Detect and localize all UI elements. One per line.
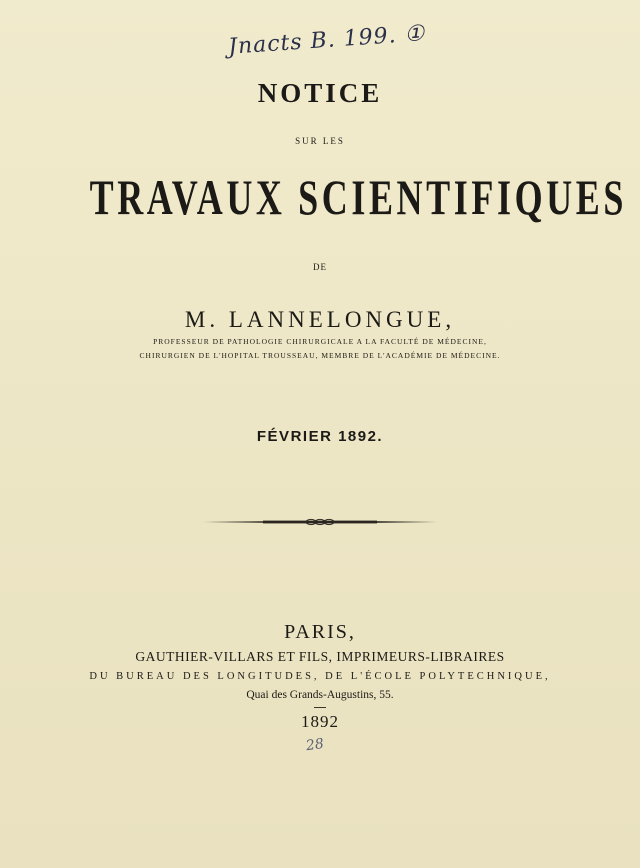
subject-heading: TRAVAUX SCIENTIFIQUES (89, 169, 628, 225)
imprint-city: PARIS, (284, 621, 356, 643)
author-credential-1: PROFESSEUR DE PATHOLOGIE CHIRURGICALE A LA FACULTÉ DE MÉDECINE, (153, 337, 487, 346)
decorative-rule-ornament (203, 516, 437, 528)
imprint-bureau: DU BUREAU DES LONGITUDES, DE L'ÉCOLE POLYTECHNIQUE, (89, 671, 551, 682)
author-name: M. LANNELONGUE, (184, 307, 456, 332)
author-credential-2: CHIRURGIEN DE L'HOPITAL TROUSSEAU, MEMBRE DE L'ACADÉMIE DE MÉDECINE. (139, 351, 501, 360)
document-title: NOTICE (257, 78, 383, 108)
imprint-publisher: GAUTHIER-VILLARS ET FILS, IMPRIMEURS-LIBRAIRES (135, 649, 505, 664)
de-text: DE (313, 262, 327, 272)
imprint-year: 1892 (301, 712, 339, 731)
handwritten-mark: 28 (304, 735, 325, 755)
sur-les-text: SUR LES (295, 136, 345, 146)
imprint-address: Quai des Grands-Augustins, 55. (246, 689, 394, 701)
year-dash (314, 707, 326, 708)
handwritten-shelfmark: Jnacts B. 199. ① (227, 21, 427, 60)
publication-date: FÉVRIER 1892. (256, 428, 384, 445)
